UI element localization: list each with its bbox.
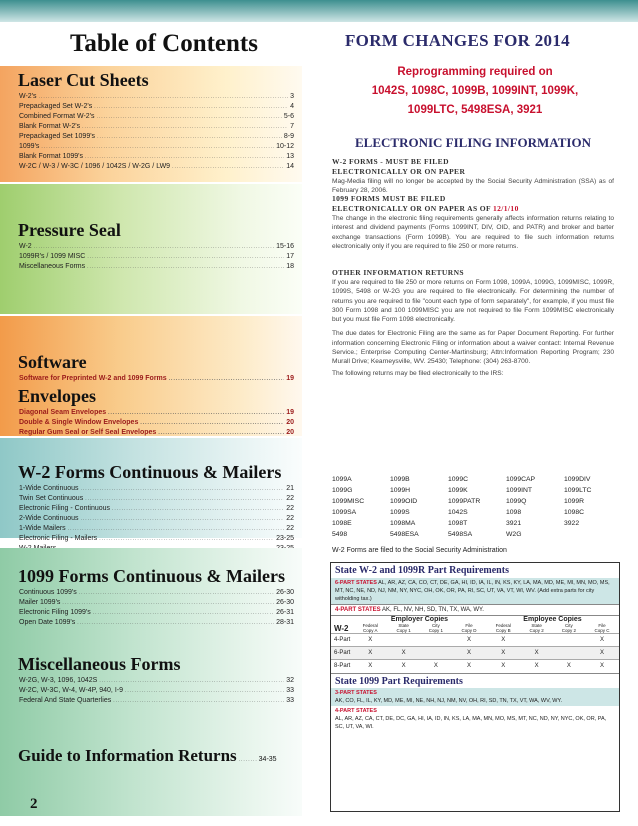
section-heading: 1099 Forms Continuous & Mailers <box>18 566 285 586</box>
col-bottom: Copy 1 <box>428 628 444 633</box>
f1099-heading-1: 1099 FORMS MUST BE FILED <box>332 194 446 203</box>
copy-mark: X <box>452 660 486 673</box>
toc-section-1099-misc-guide <box>0 548 302 816</box>
form-code: 3922 <box>564 520 580 527</box>
section-items <box>18 588 294 628</box>
copies-table <box>331 616 619 673</box>
toc-row-page: 18 <box>286 263 294 270</box>
form-code: 5498SA <box>448 531 473 538</box>
toc-row-label: Regular Gum Seal or Self Seal Envelopes <box>19 429 157 436</box>
form-code: 1098MA <box>390 520 416 527</box>
copy-mark: X <box>353 647 388 660</box>
section-items <box>18 484 294 554</box>
toc-row-label: Federal And State Quarterlies <box>19 697 112 704</box>
toc-row-label: W-2 <box>19 243 32 250</box>
form-code: 1099MISC <box>332 498 365 505</box>
toc-row-label: Miscellaneous Forms <box>19 263 86 270</box>
toc-row-label: Combined Format W-2's <box>19 113 95 120</box>
col-top: File <box>598 623 606 628</box>
leader-dots <box>140 418 284 428</box>
state-w2-title: State W-2 and 1099R Part Requirements <box>335 565 509 576</box>
toc-row-page: 33 <box>286 697 294 704</box>
form-code: 1099R <box>564 498 585 505</box>
toc-row-page: 10-12 <box>276 143 294 150</box>
six-part-states <box>331 578 619 604</box>
col-bottom: Copy D <box>461 628 477 633</box>
toc-row[interactable] <box>19 608 294 618</box>
leader-dots <box>169 374 285 384</box>
leader-dots <box>108 408 284 418</box>
toc-row-label: Continuous 1099's <box>19 589 77 596</box>
toc-row-label: Open Date 1099's <box>19 619 76 626</box>
f1099-date: 12/1/10 <box>493 204 519 213</box>
toc-row[interactable] <box>19 524 294 534</box>
toc-row-page: 22 <box>286 505 294 512</box>
form-code: 1099SA <box>332 509 357 516</box>
top-teal-bar <box>0 0 638 22</box>
four-part-list: AK, FL, NV, NH, SD, TN, TX, WA, WY. <box>382 607 484 613</box>
electronic-codes-grid <box>332 474 622 540</box>
toc-row[interactable] <box>19 242 294 252</box>
section-heading: Software <box>18 352 87 372</box>
toc-row-page: 19 <box>286 375 294 382</box>
leader-dots <box>94 102 288 112</box>
part-row-label: 8-Part <box>331 660 353 673</box>
form-code <box>564 529 622 540</box>
toc-row[interactable] <box>19 494 294 504</box>
col-bottom: Copy 2 <box>561 628 576 633</box>
toc-section-pressure-seal <box>0 184 302 314</box>
form-code: 5498ESA <box>390 531 419 538</box>
toc-row[interactable] <box>19 262 294 272</box>
col-top: City <box>432 623 440 628</box>
toc-row-page: 23-25 <box>276 535 294 542</box>
four-part-1099-states <box>331 706 619 732</box>
codes-row <box>332 507 622 518</box>
part-row <box>331 634 619 647</box>
col-bottom: Copy 1 <box>396 628 411 633</box>
form-code: 1099K <box>448 487 468 494</box>
four-part-1099-list: AL, AR, AZ, CA, CT, DE, DC, GA, HI, IA, ID, IN, KS, LA, MA, MN, MO, MS, MT, NC, ND, NY, NYC, OK, OR, PA, SC, UT, VA, WI. <box>335 715 607 730</box>
part-rows <box>331 634 619 673</box>
toc-row[interactable] <box>19 252 294 262</box>
toc-row-page: 20 <box>286 419 294 426</box>
part-row-label: 4-Part <box>331 634 353 647</box>
toc-row-label: W-2's <box>19 93 37 100</box>
leader-dots <box>81 514 285 524</box>
leader-dots <box>39 92 289 102</box>
leader-dots <box>81 484 285 494</box>
toc-row-page: 17 <box>286 253 294 260</box>
form-changes-title: FORM CHANGES FOR 2014 <box>345 31 570 50</box>
state-1099-title: State 1099 Part Requirements <box>331 673 619 688</box>
guide-page: 34-35 <box>258 756 277 763</box>
col-bottom: Copy B <box>495 628 511 633</box>
form-code: 1042S <box>448 509 468 516</box>
toc-row-label: Prepackaged Set W-2's <box>19 103 93 110</box>
toc-row-label: Diagonal Seam Envelopes <box>19 409 107 416</box>
form-code: 1099CAP <box>506 476 536 483</box>
toc-row-label: 1-Wide Continuous <box>19 485 79 492</box>
w2-heading-1: W-2 FORMS - MUST BE FILED <box>332 157 449 166</box>
leader-dots <box>85 494 284 504</box>
section-heading: W-2 Forms Continuous & Mailers <box>18 462 282 482</box>
leader-dots <box>112 504 284 514</box>
form-code: W2G <box>506 531 522 538</box>
four-part-1099-label: 4-PART STATES <box>335 707 377 714</box>
form-code: 1099OID <box>390 498 418 505</box>
toc-row-page: 15-16 <box>276 243 294 250</box>
toc-row[interactable] <box>19 514 294 524</box>
leader-dots <box>77 618 274 628</box>
section-items <box>18 374 294 384</box>
copy-mark <box>388 634 420 647</box>
codes-row <box>332 518 622 529</box>
toc-section-software-envelopes <box>0 316 302 436</box>
col-top: File <box>465 623 473 628</box>
reprogramming-notice <box>335 63 615 120</box>
leader-dots <box>68 524 285 534</box>
copy-mark: X <box>520 660 552 673</box>
copy-mark: X <box>585 660 619 673</box>
copy-mark <box>520 634 552 647</box>
toc-row-label: W-2G, W-3, 1096, 1042S <box>19 677 98 684</box>
col-bottom: Copy 2 <box>529 628 544 633</box>
toc-row-page: 4 <box>290 103 294 110</box>
toc-row-page: 7 <box>290 123 294 130</box>
form-code: 1098C <box>564 509 585 516</box>
copy-mark <box>420 634 452 647</box>
col-bottom: Copy A <box>363 628 378 633</box>
leader-dots <box>97 132 282 142</box>
toc-row[interactable] <box>19 132 294 142</box>
codes-row <box>332 496 622 507</box>
toc-row-label: 1099's <box>19 143 40 150</box>
col-bottom: Copy C <box>594 628 610 633</box>
form-code: 1099B <box>390 476 410 483</box>
toc-row-label: W-2C / W-3 / W-3C / 1096 / 1042S / W-2G / LW9 <box>19 163 171 170</box>
section-heading: Miscellaneous Forms <box>18 654 181 674</box>
employer-copies-header: Employer Copies <box>390 616 449 623</box>
toc-row-label: 2-Wide Continuous <box>19 515 79 522</box>
copy-mark: X <box>553 660 585 673</box>
form-code: 1099PATR <box>448 498 481 505</box>
copy-mark: X <box>486 634 521 647</box>
toc-row[interactable] <box>19 676 294 686</box>
form-code: 3921 <box>506 520 522 527</box>
toc-row-page: 26-30 <box>276 599 294 606</box>
col-top: Federal <box>495 623 511 628</box>
leader-dots <box>125 686 284 696</box>
toc-row[interactable] <box>19 418 294 428</box>
copy-mark: X <box>486 660 521 673</box>
other-returns-block <box>332 268 614 378</box>
toc-row[interactable] <box>19 618 294 628</box>
toc-row-label: Blank Format W-2's <box>19 123 81 130</box>
copy-mark: X <box>353 634 388 647</box>
toc-row-page: 19 <box>286 409 294 416</box>
toc-row-page: 26-30 <box>276 589 294 596</box>
form-code: 1099C <box>448 476 469 483</box>
leader-dots <box>99 534 274 544</box>
section-heading: Laser Cut Sheets <box>18 70 149 90</box>
toc-row-page: 3 <box>290 93 294 100</box>
toc-row-label: W-2C, W-3C, W-4, W-4P, 940, I-9 <box>19 687 123 694</box>
toc-row-label: 1-Wide Mailers <box>19 525 66 532</box>
col-top: State <box>398 623 409 628</box>
page-number: 2 <box>30 796 38 812</box>
form-code: 1099S <box>390 509 410 516</box>
leader-dots <box>172 162 284 172</box>
section-items <box>18 676 294 706</box>
copy-mark: X <box>353 660 388 673</box>
copy-mark <box>553 634 585 647</box>
four-part-label: 4-PART STATES <box>335 607 381 613</box>
w2-filing-block <box>332 157 614 196</box>
section-items <box>18 408 294 438</box>
toc-row-page: 33 <box>286 687 294 694</box>
following-text: The following returns may be filed electronically to the IRS: <box>332 369 504 377</box>
copy-mark: X <box>585 634 619 647</box>
toc-row[interactable] <box>19 598 294 608</box>
w2-heading-2: ELECTRONICALLY OR ON PAPER <box>332 167 466 176</box>
section-heading: Envelopes <box>18 386 97 406</box>
guide-heading: Guide to Information Returns <box>18 746 237 765</box>
form-code: 1099DIV <box>564 476 591 483</box>
toc-row-page: 21 <box>286 485 294 492</box>
toc-row-page: 8-9 <box>283 133 294 140</box>
codes-row <box>332 529 622 540</box>
leader-dots <box>62 598 274 608</box>
toc-row[interactable] <box>19 534 294 544</box>
col-top: State <box>531 623 542 628</box>
section-items <box>18 242 294 272</box>
other-text: If you are required to file 250 or more returns on Form 1098, 1099A, 1099G, 1099MISC, 1099R, 1099S, 5498 or W-2G you are required to file electronically. For determining the number of returns you are required to file "count each type of form separately", for example, if you must file 300 Form 1098 and 100 1099MISC you are not required to file Form 1099MISC electronically but you must file Form 1098 electronically. <box>332 279 614 324</box>
toc-row-label: Mailer 1099's <box>19 599 61 606</box>
form-code: 1099G <box>332 487 353 494</box>
copy-mark: X <box>585 647 619 660</box>
toc-row-label: Twin Set Continuous <box>19 495 84 502</box>
toc-row[interactable] <box>19 92 294 102</box>
toc-row-label: Double & Single Window Envelopes <box>19 419 139 426</box>
toc-row[interactable] <box>19 504 294 514</box>
copy-mark <box>553 647 585 660</box>
three-part-list: AK, CO, FL, IL, KY, MD, ME, MI, NE, NH, NJ, NM, NV, OH, RI, SD, TN, TX, VT, WA, WV, WY. <box>335 697 562 704</box>
section-items <box>18 92 294 172</box>
toc-row[interactable] <box>19 152 294 162</box>
toc-row-label: Electronic Filing - Mailers <box>19 535 98 542</box>
four-part-states <box>331 604 619 616</box>
toc-row[interactable] <box>19 112 294 122</box>
w2-ssa-note: W-2 Forms are filed to the Social Security Administration <box>332 547 507 554</box>
reprogramming-forms-2: 1099LTC, 5498ESA, 3921 <box>407 104 543 116</box>
toc-row-page: 13 <box>286 153 294 160</box>
col-top: Federal <box>362 623 378 628</box>
toc-row-page: 28-31 <box>276 619 294 626</box>
toc-row-page: 22 <box>286 525 294 532</box>
reprogramming-label: Reprogramming required on <box>397 66 553 78</box>
toc-row-page: 5-6 <box>283 113 294 120</box>
toc-row[interactable] <box>19 588 294 598</box>
toc-row[interactable] <box>19 374 294 384</box>
f1099-text: The change in the electronic filing requirements generally affects information returns relating to interest and dividend payments (Forms 1099INT, DIV, OID, and PATR) and broker and barter exchange transactions (Form 1099B). You are required to file such information returns electronically only if you are required to file 250 or more returns. <box>332 215 614 250</box>
toc-row[interactable] <box>19 484 294 494</box>
leader-dots <box>41 142 274 152</box>
toc-row[interactable] <box>19 122 294 132</box>
toc-row-label: Blank Format 1099's <box>19 153 83 160</box>
leader-dots <box>34 242 274 252</box>
efi-title: ELECTRONIC FILING INFORMATION <box>355 135 591 150</box>
codes-row <box>332 485 622 496</box>
form-code: 1099INT <box>506 487 533 494</box>
codes-row <box>332 474 622 485</box>
w2-label: W-2 <box>334 623 349 633</box>
form-code: 1098E <box>332 520 352 527</box>
f1099-heading-2-text: ELECTRONICALLY OR ON PAPER AS OF <box>332 204 493 213</box>
form-code: 1099H <box>390 487 411 494</box>
leader-dots <box>79 588 274 598</box>
leader-dots <box>113 696 284 706</box>
copy-mark: X <box>452 647 486 660</box>
copy-mark: X <box>486 647 521 660</box>
part-row-label: 6-Part <box>331 647 353 660</box>
leader-dots <box>87 262 284 272</box>
other-heading: OTHER INFORMATION RETURNS <box>332 268 464 277</box>
toc-row-page: 26-31 <box>276 609 294 616</box>
toc-row-page: 14 <box>286 163 294 170</box>
toc-section-w2-continuous <box>0 438 302 542</box>
toc-row-page: 32 <box>286 677 294 684</box>
f1099-filing-block <box>332 194 614 251</box>
part-row <box>331 660 619 673</box>
f1099-heading-2 <box>332 204 614 214</box>
leader-dots <box>158 428 284 438</box>
copy-mark: X <box>452 634 486 647</box>
form-code: 5498 <box>332 531 348 538</box>
toc-row[interactable] <box>19 102 294 112</box>
form-code: 1099A <box>332 476 352 483</box>
leader-dots <box>85 152 284 162</box>
reprogramming-forms-1: 1042S, 1098C, 1099B, 1099INT, 1099K, <box>371 85 579 97</box>
toc-row[interactable] <box>19 162 294 172</box>
six-part-label: 6-PART STATES <box>335 580 377 586</box>
due-dates-text: The due dates for Electronic Filing are the same as for Paper Document Reporting. For further information concerning Electronic Filing or information about a waiver contact: Internal Revenue Service.; Enterprise Computing Center-Martinsburg; Attn:Information Reporting Program; 230 Murall Drive; Kearneysville, WV. 25430; Telephone: (304) 263-8700. <box>332 330 614 366</box>
copy-mark <box>420 647 452 660</box>
copy-mark: X <box>388 660 420 673</box>
leader-dots <box>87 252 284 262</box>
toc-row-label: Electronic Filing 1099's <box>19 609 91 616</box>
section-heading: Pressure Seal <box>18 220 121 240</box>
leader-dots <box>97 112 282 122</box>
toc-row[interactable] <box>19 428 294 438</box>
leader-dots <box>239 757 257 763</box>
form-code: 1098T <box>448 520 468 527</box>
part-row <box>331 647 619 660</box>
col-top: City <box>564 623 573 628</box>
toc-row-page: 20 <box>286 429 294 436</box>
copies-blank <box>331 616 353 623</box>
w2-text: Mag-Media filing will no longer be accepted by the Social Security Administration (SSA) as of February 28, 2006. <box>332 178 614 195</box>
toc-title: Table of Contents <box>70 30 258 57</box>
copy-mark: X <box>420 660 452 673</box>
leader-dots <box>99 676 284 686</box>
toc-row-page: 22 <box>286 515 294 522</box>
form-code: 1099Q <box>506 498 527 505</box>
toc-row-page: 22 <box>286 495 294 502</box>
copy-mark: X <box>520 647 552 660</box>
three-part-label: 3-PART STATES <box>335 689 377 696</box>
toc-row-label: Software for Preprinted W-2 and 1099 Forms <box>19 375 167 382</box>
employee-copies-header: Employee Copies <box>523 616 582 623</box>
copy-mark: X <box>388 647 420 660</box>
six-part-note: (Add extra parts for city witholding tax.) <box>335 588 595 602</box>
toc-row[interactable] <box>19 686 294 696</box>
toc-row-label: Electronic Filing - Continuous <box>19 505 111 512</box>
leader-dots <box>82 122 288 132</box>
toc-row[interactable] <box>19 408 294 418</box>
toc-row-label: 1099R's / 1099 MISC <box>19 253 86 260</box>
toc-section-laser-cut-sheets <box>0 66 302 182</box>
six-part-list: AL, AR, AZ, CA, CO, CT, DE, GA, HI, ID, IA, IL, IN, KS, KY, LA, MA, MD, ME, MI, MN, MO, MS, MT, NC, NE, ND, NJ, NM, NY, NYC, OH, OK, OR, PA, RI, SC, UT, VA, VT, WI, WV. <box>335 580 610 594</box>
toc-row[interactable] <box>19 142 294 152</box>
toc-row[interactable] <box>19 696 294 706</box>
toc-row-label: Prepackaged Set 1099's <box>19 133 96 140</box>
state-requirements-box <box>330 562 620 812</box>
form-code: 1098 <box>506 509 522 516</box>
toc-guide-row[interactable] <box>18 746 294 766</box>
three-part-states <box>331 688 619 706</box>
leader-dots <box>93 608 274 618</box>
form-code: 1099LTC <box>564 487 592 494</box>
